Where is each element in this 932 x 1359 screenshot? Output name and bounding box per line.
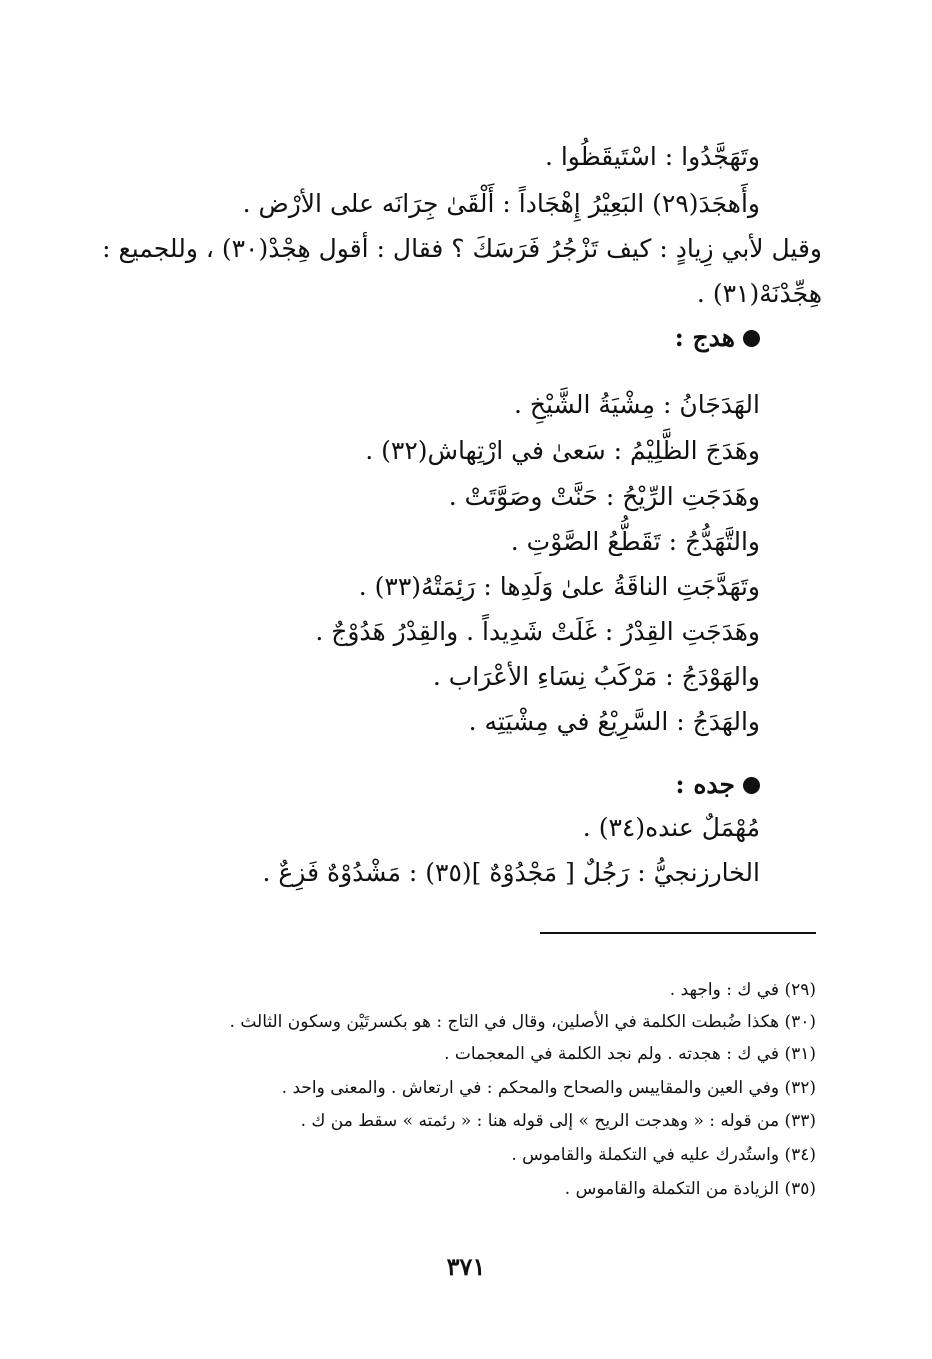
footnote: (٣١) في ك : هجدته . ولم نجد الكلمة في المعجمات . (444, 1044, 816, 1064)
section-heading-hdj (675, 325, 760, 350)
footnote-divider (540, 932, 816, 934)
entry-line: هِجِّدْنَهْ(٣١) . (696, 279, 822, 308)
footnote: (٣٢) وفي العين والمقاييس والصحاح والمحكم : في ارتعاش . والمعنى واحد . (281, 1078, 816, 1098)
section-heading-jdh (675, 772, 760, 797)
entry-line: وهَدَجَ الظَّلِيْمُ : سَعىٰ في ارْتِهاش(٣٢) . (365, 436, 760, 465)
section-heading-text: جده : (675, 770, 735, 799)
entry-line: وقيل لأبي زِيادٍ : كيف تَزْجُرُ فَرَسَكَ ؟ فقال : أقول هِجْدْ(٣٠) ، وللجميع : (102, 234, 822, 263)
footnote: (٣٤) واستُدرك عليه في التكملة والقاموس . (511, 1145, 816, 1165)
bullet-icon (743, 777, 760, 794)
entry-line: وهَدَجَتِ الرِّيْحُ : حَنَّتْ وصَوَّتَتْ . (448, 482, 760, 511)
section-heading-text: هدج : (674, 323, 735, 352)
footnote: (٣٠) هكذا ضُبطت الكلمة في الأصلين، وقال في التاج : هو بكسرتَيْن وسكون الثالث . (229, 1012, 816, 1032)
entry-line: وتَهَدَّجَتِ الناقَةُ علىٰ وَلَدِها : رَئِمَتْهُ(٣٣) . (358, 572, 760, 601)
entry-line: الخارزنجيُّ : رَجُلٌ [ مَجْدُوْهٌ ](٣٥) : مَشْدُوْهٌ فَزِعٌ . (262, 858, 760, 887)
entry-line: وهَدَجَتِ القِدْرُ : غَلَتْ شَدِيداً . والقِدْرُ هَدُوْجٌ . (315, 617, 760, 646)
bullet-icon (743, 330, 760, 347)
entry-line: وأَهجَدَ(٢٩) البَعِيْرُ إِهْجَاداً : أَلْقَىٰ جِرَانَه على الأرْض . (242, 189, 760, 218)
page-number: ٣٧١ (446, 1252, 486, 1281)
entry-line: الهَدَجَانُ : مِشْيَةُ الشَّيْخِ . (514, 390, 760, 419)
entry-line: والهَوْدَجُ : مَرْكَبُ نِسَاءِ الأعْرَاب . (432, 662, 760, 691)
footnote: (٣٥) الزيادة من التكملة والقاموس . (564, 1179, 816, 1199)
entry-line: وتَهَجَّدُوا : اسْتَيقَظُوا . (544, 142, 760, 171)
entry-line: مُهْمَلٌ عنده(٣٤) . (582, 813, 760, 842)
footnote: (٢٩) في ك : واجهد . (669, 980, 816, 1000)
footnote: (٣٣) من قوله : « وهدجت الريح » إلى قوله هنا : « رئمته » سقط من ك . (300, 1111, 816, 1131)
entry-line: والهَدَجُ : السَّرِيْعُ في مِشْيَتِه . (468, 707, 760, 736)
entry-line: والتَّهَدُّجُ : تَقَطُّعُ الصَّوْتِ . (510, 527, 760, 556)
